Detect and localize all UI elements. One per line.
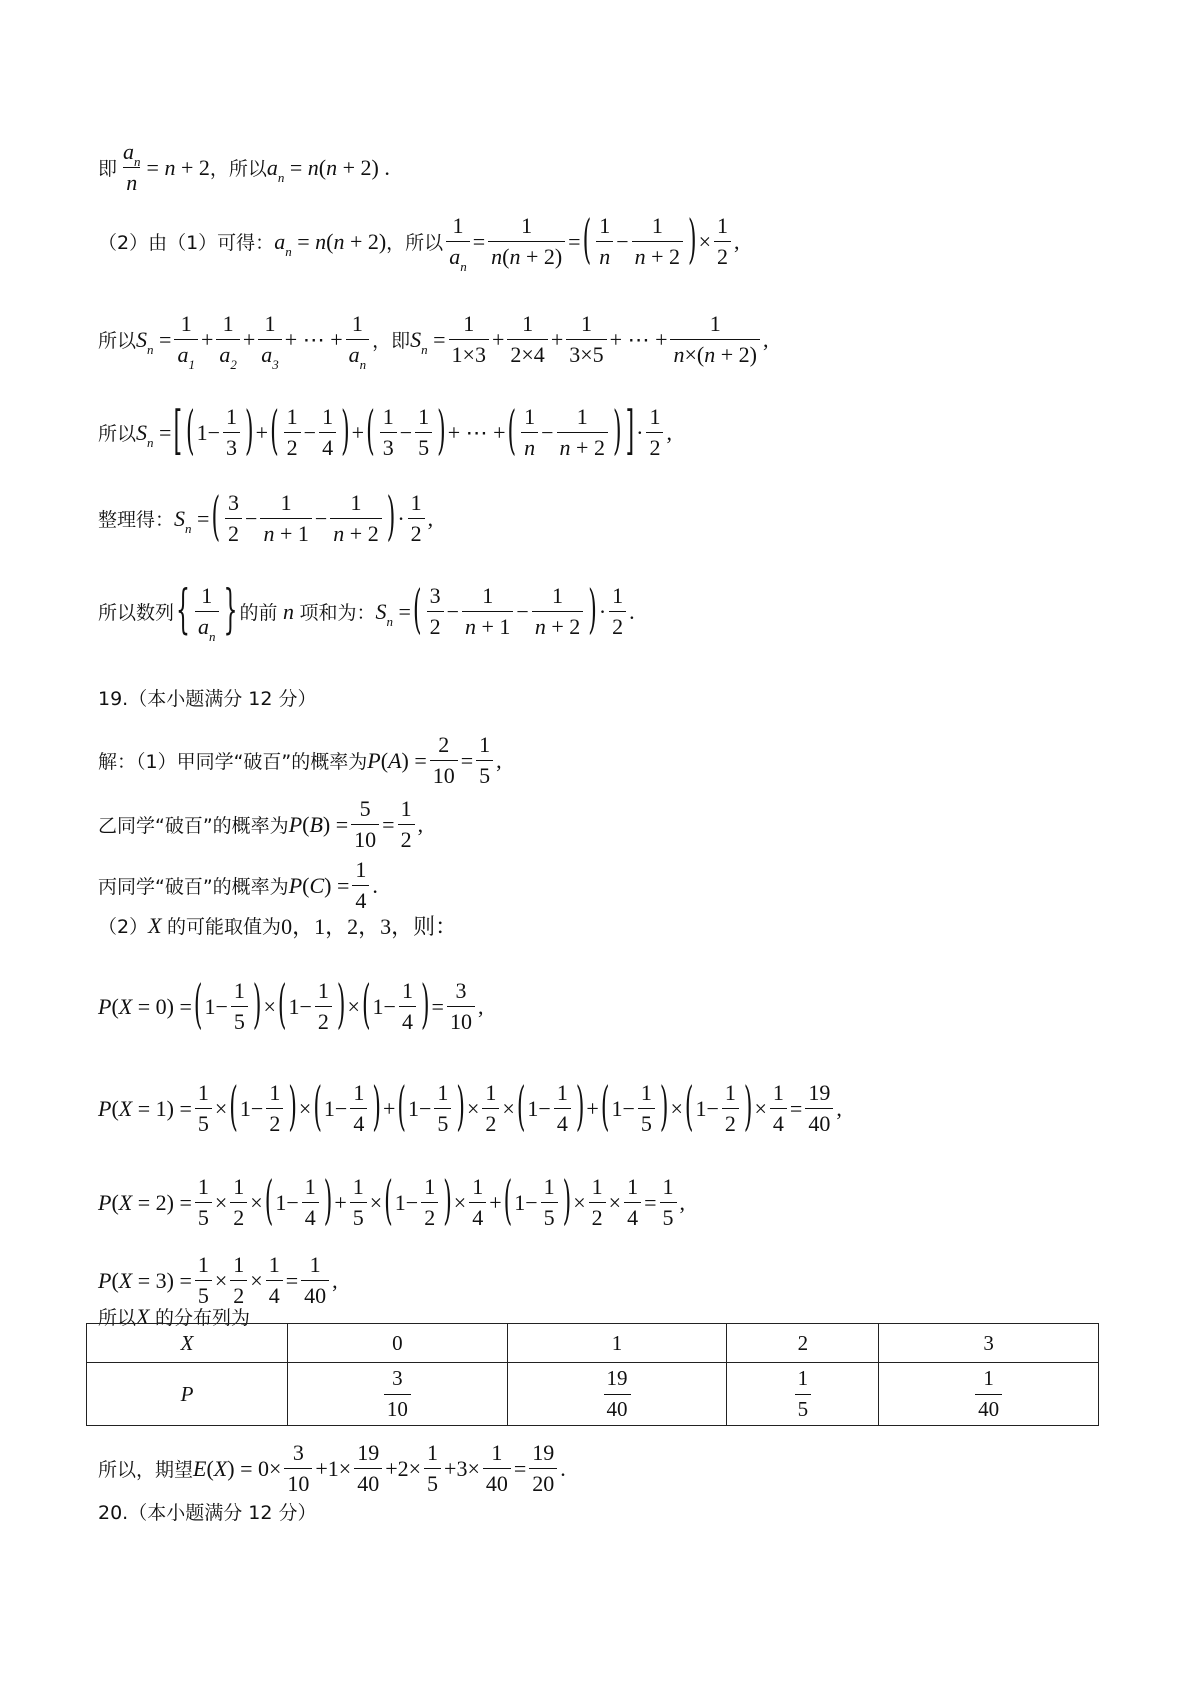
math: $S_n$ = xyxy=(136,419,172,450)
fraction: $\frac{1}{3\times 5}$ xyxy=(566,312,606,367)
line-reciprocal xyxy=(98,211,740,275)
fraction: $\frac{19}{20}$ xyxy=(529,1441,557,1496)
fraction: $\frac{1}{5}$ xyxy=(660,1175,677,1230)
line-sn-telescoping xyxy=(98,402,672,463)
text: ，所以 xyxy=(386,232,444,255)
text: （2）由（1）可得： xyxy=(98,232,275,255)
math: · xyxy=(397,505,405,531)
text: 的可能取值为 xyxy=(167,916,282,938)
text: 所以，期望 xyxy=(98,1459,194,1482)
line-prob-a xyxy=(98,733,502,788)
text: 所以 xyxy=(98,423,137,446)
fraction: 1 2 xyxy=(408,491,425,546)
math: = xyxy=(460,747,474,773)
question-19-header xyxy=(98,684,316,711)
table-cell: X xyxy=(87,1324,288,1363)
line-px1: P(X = 1) = 1 5 × ( 1− 1 2 ) × ( 1− 1 4 ) + ( 1− 1 5 ) × 1 2 × ( 1− 1 4 ) + ( 1− 1 5 ) × ( 1− 1 2 ) × 1 4 = $\frac{19}{40}$ , xyxy=(98,1078,842,1139)
math: × xyxy=(698,228,712,254)
math: P(X = 0) = xyxy=(98,993,192,1019)
table-cell: $\frac{3}{10}$ xyxy=(288,1363,508,1426)
math: P(X = 2) = xyxy=(98,1189,192,1215)
paren-group: ( 3 2 − 1 n + 1 − 1 n + 2 ) xyxy=(412,581,597,642)
text: （2） xyxy=(98,916,149,938)
text: 所以数列 xyxy=(98,602,175,625)
text: 所以 xyxy=(98,1307,137,1329)
fraction: $\frac{1}{n(n + 2)}$ xyxy=(488,214,565,269)
math: X xyxy=(136,1303,155,1329)
table-header-row xyxy=(87,1324,1099,1363)
fraction: $\frac{a_n}{n}$ xyxy=(123,139,141,196)
question-20-header xyxy=(98,1498,316,1525)
table-cell: $\frac{1}{40}$ xyxy=(879,1363,1099,1426)
math: , xyxy=(762,326,769,352)
text: 项和为： xyxy=(299,602,376,625)
paren-group: ( 1 n − 1 n + 2 ) xyxy=(582,211,697,272)
bracket-group: [ ( 1− 1 3 ) + ( 1 2 − 1 4 ) + ( 1 3 − 1 5 ) + ⋯ + ( 1 n − 1 n + 2 ) ] xyxy=(173,402,635,463)
paren-group: ( 3 2 − 1 n + 1 − 1 n + 2 ) xyxy=(211,488,396,549)
math: P(B) = xyxy=(288,811,349,837)
text: ，即 xyxy=(372,330,411,353)
math: , xyxy=(734,228,740,254)
math: , xyxy=(427,505,434,531)
math: 0，1，2，3，则： xyxy=(281,914,458,939)
fraction: $\frac{1}{a_n}$ xyxy=(346,312,370,367)
table-cell: 1 xyxy=(507,1324,727,1363)
math: . xyxy=(372,872,378,898)
text: 的分布列为 xyxy=(154,1307,250,1329)
math: n xyxy=(277,598,300,624)
fraction: $\frac{1}{1\times 3}$ xyxy=(449,312,489,367)
math: P(X = 1) = xyxy=(98,1095,192,1121)
math: E(X) = 0× xyxy=(193,1455,282,1481)
fraction: $\frac{2}{10}$ xyxy=(430,733,458,788)
fraction: $\frac{1}{a_1}$ xyxy=(174,312,198,367)
table-cell: $\frac{19}{40}$ xyxy=(507,1363,727,1426)
math: = xyxy=(568,228,581,254)
line-x-values xyxy=(98,910,457,941)
text: 19.（本小题满分 12 分） xyxy=(98,688,317,710)
math: $S_n$ = xyxy=(136,326,172,357)
brace-group: { 1 $a_n$ } xyxy=(176,581,238,645)
math: = n + 2 xyxy=(146,154,210,180)
table-cell: $\frac{1}{5}$ xyxy=(727,1363,879,1426)
text: 解：（1）甲同学“破百”的概率为 xyxy=(98,751,368,774)
line-px3: P(X = 3) = $\frac{1}{5}$ × $\frac{1}{2}$ × $\frac{1}{4}$ = $\frac{1}{40}$ , xyxy=(98,1252,338,1309)
line-prob-c xyxy=(98,858,378,913)
table-cell: 2 xyxy=(727,1324,879,1363)
fraction: $\frac{3}{10}$ xyxy=(447,979,475,1034)
line-result xyxy=(98,581,635,645)
fraction: $\frac{5}{10}$ xyxy=(351,797,379,852)
math: $S_n$ = xyxy=(375,598,411,629)
line-sn-sum: 所以 $S_n$ = $\frac{1}{a_1}$ + $\frac{1}{a_2}$ + $\frac{1}{a_3}$ + ⋯ + $\frac{1}{a_n}$ ，即 $S_n$ = $\frac{1}{1\times 3}$ + $\frac{1}{2\times 4}$ + $\frac{1}{3\times 5}$ + ⋯ + $\frac{1}{n\times(n + 2)}$ , xyxy=(98,311,769,373)
text: 20.（本小题满分 12 分） xyxy=(98,1502,317,1524)
fraction: $\frac{1}{4}$ xyxy=(352,858,369,913)
math: · xyxy=(636,419,644,445)
math: = xyxy=(382,811,395,837)
fraction: $\frac{1}{5}$ xyxy=(476,733,493,788)
table-cell: P xyxy=(87,1363,288,1426)
fraction: $\frac{1}{n\times(n + 2)}$ xyxy=(670,312,759,367)
math: , xyxy=(666,419,672,445)
math: P(A) = xyxy=(367,747,427,773)
text: ，所以 xyxy=(209,158,267,181)
math: = xyxy=(472,228,486,254)
line-simplified xyxy=(98,488,434,549)
line-prob-b xyxy=(98,797,423,852)
fraction: $\frac{1}{a_3}$ xyxy=(258,312,282,367)
math: , xyxy=(496,747,502,773)
line-expectation: 所以，期望 E(X) = 0× $\frac{3}{10}$ +1× $\frac{19}{40}$ +2× $\frac{1}{5}$ +3× $\frac{1}{40}$ = $\frac{19}{20}$ . xyxy=(98,1440,566,1497)
math: $a_n = n(n + 2)$ xyxy=(274,228,387,259)
math: P(X = 3) = xyxy=(98,1267,192,1293)
text: 即 xyxy=(98,158,118,181)
text: 丙同学“破百”的概率为 xyxy=(98,876,289,899)
fraction: $\frac{1}{40}$ xyxy=(301,1253,329,1308)
fraction: $\frac{1}{a_2}$ xyxy=(216,312,240,367)
fraction: $\frac{1}{2}$ xyxy=(398,797,415,852)
math: . xyxy=(629,598,635,624)
fraction: $\frac{1}{2}$ xyxy=(714,214,731,269)
fraction: $\frac{19}{40}$ xyxy=(805,1081,833,1136)
math: $S_n$ = xyxy=(410,326,446,357)
line-px2: P(X = 2) = 1 5 × 1 2 × ( 1− 1 4 ) + 1 5 × ( 1− 1 2 ) × 1 4 + ( 1− 1 5 ) × 1 2 × 1 4 = $\frac{1}{5}$ , xyxy=(98,1172,685,1233)
math: , xyxy=(417,811,424,837)
fraction: $\frac{1}{a_n}$ xyxy=(446,214,470,269)
table-cell: 3 xyxy=(879,1324,1099,1363)
math: $a_n = n(n + 2)$ . xyxy=(266,154,390,185)
text: 所以 xyxy=(98,330,137,353)
table-cell: 0 xyxy=(288,1324,508,1363)
text: 乙同学“破百”的概率为 xyxy=(98,815,289,838)
math: X xyxy=(148,912,168,938)
math: · xyxy=(598,598,607,624)
table-row xyxy=(87,1363,1099,1426)
fraction: $\frac{1}{2\times 4}$ xyxy=(507,312,547,367)
distribution-table xyxy=(86,1323,1099,1426)
math: $S_n$ = xyxy=(174,505,210,536)
fraction: 1 2 xyxy=(609,584,626,639)
text: 的前 xyxy=(239,602,278,625)
fraction: 1 2 xyxy=(646,405,663,460)
line-an-over-n xyxy=(98,140,390,195)
math: P(C) = xyxy=(288,872,350,898)
text: 整理得： xyxy=(98,509,175,532)
line-px0: P(X = 0) = ( 1− 1 5 ) × ( 1− 1 2 ) × ( 1− 1 4 ) = $\frac{3}{10}$ , xyxy=(98,976,484,1037)
